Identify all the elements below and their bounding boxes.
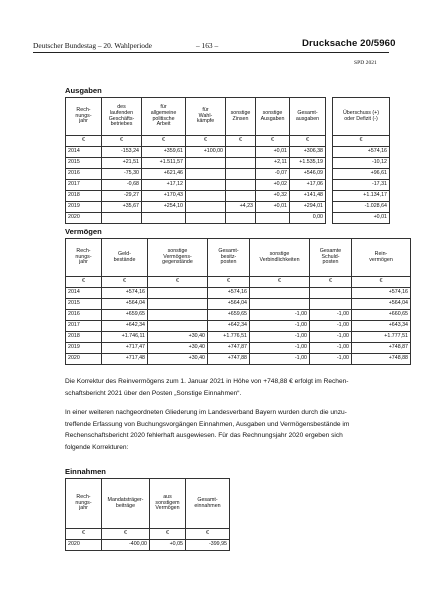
column-header: sonstige Verbindlichkeiten [250,239,310,277]
header-rule [33,52,389,53]
value-cell: +1.777,51 [352,332,411,343]
year-cell: 2020 [66,540,102,551]
value-cell: +30,40 [148,343,208,354]
paragraph-1: Die Korrektur des Reinvermögens zum 1. Januar 2021 in Höhe von +748,88 € erfolgt im Rechen- schaftsbericht 2021 über den Posten „Sonstige Einnahmen“. [65,378,349,397]
table-row [333,191,390,202]
value-cell: -1,00 [250,343,310,354]
column-header: Rech- nungs- jahr [66,479,102,529]
value-cell: -1,00 [250,332,310,343]
value-cell: -0,07 [256,169,290,180]
header-document-number: Drucksache 20/5960 [302,38,396,49]
unit-cell: € [66,277,102,288]
value-cell [250,288,310,299]
value-cell: -1,00 [310,321,352,332]
unit-cell: € [66,136,102,147]
column-header: des laufenden Geschäfts- betriebes [102,98,142,136]
value-cell: +574,16 [208,288,250,299]
table-row [66,354,411,365]
value-cell [310,299,352,310]
value-cell: -75,30 [102,169,142,180]
unit-cell: € [150,529,186,540]
ausgaben-balance-table [332,97,390,224]
value-cell [148,299,208,310]
value-cell: +659,65 [208,310,250,321]
year-cell: 2017 [66,180,102,191]
year-cell: 2020 [66,213,102,224]
table-row [66,343,411,354]
value-cell: +17,12 [142,180,186,191]
value-cell [226,169,256,180]
value-cell: +0,32 [256,191,290,202]
value-cell: +359,61 [142,147,186,158]
value-cell [186,202,226,213]
column-header: für allgemeine politische Arbeit [142,98,186,136]
value-cell: +17,06 [290,180,326,191]
value-cell: -1,00 [310,310,352,321]
unit-cell: € [208,277,250,288]
value-cell: +642,34 [208,321,250,332]
column-header: Gesamte Schuld- posten [310,239,352,277]
unit-cell: € [102,136,142,147]
column-header: Gesamt- ausgaben [290,98,326,136]
column-header: Mandatsträger- beiträge [102,479,150,529]
year-cell: 2014 [66,288,102,299]
value-cell [102,213,142,224]
value-cell: +170,43 [142,191,186,202]
value-cell: +1.746,11 [102,332,148,343]
table-row [66,321,411,332]
column-header: Rein- vermögen [352,239,411,277]
value-cell: +660,65 [352,310,411,321]
value-cell: +0,01 [333,213,390,224]
value-cell: +621,46 [142,169,186,180]
value-cell: +100,00 [186,147,226,158]
value-cell: +564,04 [352,299,411,310]
table-row [333,213,390,224]
unit-cell: € [186,136,226,147]
value-cell: +748,88 [352,354,411,365]
unit-cell: € [66,529,102,540]
value-cell: -17,31 [333,180,390,191]
value-cell [148,321,208,332]
unit-cell: € [148,277,208,288]
value-cell: +21,51 [102,158,142,169]
value-cell [186,191,226,202]
column-header: sonstige Vermögens- gegenstände [148,239,208,277]
value-cell: +306,38 [290,147,326,158]
value-cell: -29,27 [102,191,142,202]
year-cell: 2014 [66,147,102,158]
value-cell: +4,23 [226,202,256,213]
table-row [66,213,326,224]
value-cell [310,288,352,299]
vermoegen-title: Vermögen [65,227,102,236]
column-header: für Wahl- kämpfe [186,98,226,136]
vermoegen-table [65,238,411,365]
value-cell: +747,87 [208,343,250,354]
column-header: Gesamt- einnahmen [186,479,230,529]
value-cell [142,213,186,224]
value-cell: +141,48 [290,191,326,202]
year-cell: 2015 [66,299,102,310]
value-cell: +717,48 [102,354,148,365]
table-row [66,191,326,202]
value-cell: -1,00 [310,354,352,365]
unit-cell: € [310,277,352,288]
table-row [66,288,411,299]
year-cell: 2017 [66,321,102,332]
year-cell: 2015 [66,158,102,169]
value-cell: -399,95 [186,540,230,551]
value-cell: +717,47 [102,343,148,354]
value-cell [186,180,226,191]
value-cell: -1,00 [250,354,310,365]
value-cell: +0,05 [150,540,186,551]
header-left: Deutscher Bundestag – 20. Wahlperiode [33,41,152,50]
table-row [66,299,411,310]
year-cell: 2018 [66,332,102,343]
table-row [66,310,411,321]
value-cell: +0,01 [256,202,290,213]
value-cell: +748,87 [352,343,411,354]
value-cell: +30,40 [148,332,208,343]
party-label: SPD 2021 [354,60,377,66]
value-cell: -0,68 [102,180,142,191]
unit-cell: € [186,529,230,540]
value-cell: -400,00 [102,540,150,551]
value-cell [226,180,256,191]
value-cell [226,147,256,158]
value-cell [226,191,256,202]
value-cell: +564,04 [208,299,250,310]
header-page-number: – 163 – [196,41,219,50]
table-row [333,147,390,158]
column-header: Geld- bestände [102,239,148,277]
value-cell: -1,00 [250,310,310,321]
value-cell: +294,01 [290,202,326,213]
column-header: Rech- nungs- jahr [66,98,102,136]
value-cell: +564,04 [102,299,148,310]
table-row [333,158,390,169]
value-cell [186,158,226,169]
table-row [333,169,390,180]
value-cell [250,299,310,310]
value-cell: -1,00 [250,321,310,332]
ausgaben-title: Ausgaben [65,86,102,95]
value-cell: +1.511,57 [142,158,186,169]
unit-cell: € [256,136,290,147]
value-cell: +1.535,19 [290,158,326,169]
table-row [66,180,326,191]
value-cell: +643,34 [352,321,411,332]
value-cell [256,213,290,224]
value-cell [186,213,226,224]
value-cell: +254,10 [142,202,186,213]
value-cell: +574,16 [102,288,148,299]
column-header: Rech- nungs- jahr [66,239,102,277]
year-cell: 2018 [66,191,102,202]
unit-cell: € [226,136,256,147]
year-cell: 2016 [66,169,102,180]
table-row [66,202,326,213]
year-cell: 2020 [66,354,102,365]
einnahmen-table [65,478,230,551]
value-cell [226,158,256,169]
table-row [66,332,411,343]
column-header: sonstige Ausgaben [256,98,290,136]
table-row [333,202,390,213]
year-cell: 2019 [66,343,102,354]
unit-cell: € [142,136,186,147]
value-cell: +574,16 [352,288,411,299]
value-cell: +659,65 [102,310,148,321]
value-cell: -1,00 [310,343,352,354]
year-cell: 2016 [66,310,102,321]
value-cell: 0,00 [290,213,326,224]
table-row [333,180,390,191]
table-row [66,540,230,551]
table-row [66,158,326,169]
value-cell [148,288,208,299]
value-cell [226,213,256,224]
unit-cell: € [102,277,148,288]
table-row [66,147,326,158]
value-cell: +1.776,51 [208,332,250,343]
table-row [66,169,326,180]
unit-cell: € [250,277,310,288]
value-cell: -1,00 [310,332,352,343]
column-header: sonstige Zinsen [226,98,256,136]
einnahmen-title: Einnahmen [65,467,106,476]
column-header: Gesamt- besitz- posten [208,239,250,277]
column-header: aus sonstigem Vermögen [150,479,186,529]
value-cell: -1.028,64 [333,202,390,213]
ausgaben-table [65,97,326,224]
year-cell: 2019 [66,202,102,213]
value-cell: +96,61 [333,169,390,180]
value-cell: +0,01 [256,147,290,158]
unit-cell: € [333,136,390,147]
column-header: Überschuss (+) oder Defizit (-) [333,98,390,136]
unit-cell: € [290,136,326,147]
value-cell [148,310,208,321]
value-cell: +546,09 [290,169,326,180]
unit-cell: € [352,277,411,288]
value-cell: +747,88 [208,354,250,365]
value-cell: -10,12 [333,158,390,169]
value-cell: +642,34 [102,321,148,332]
value-cell: +0,02 [256,180,290,191]
value-cell: +1.134,17 [333,191,390,202]
paragraph-2: In einer weiteren nachgeordneten Gliederung im Landesverband Bayern wurden durch die unzu- treffende Erfassung von Buchungsvorgängen Einnahmen, Ausgaben und Vermögensbestände im Rechenschaftsbericht 2020 fehlerhaft ausgewiesen. Für das Rechnungsjahr 2020 ergeben sich folgende Korrekturen: [65,409,350,451]
value-cell: +35,67 [102,202,142,213]
value-cell: +574,16 [333,147,390,158]
value-cell [186,169,226,180]
unit-cell: € [102,529,150,540]
value-cell: +30,40 [148,354,208,365]
value-cell: -153,24 [102,147,142,158]
value-cell: +2,11 [256,158,290,169]
